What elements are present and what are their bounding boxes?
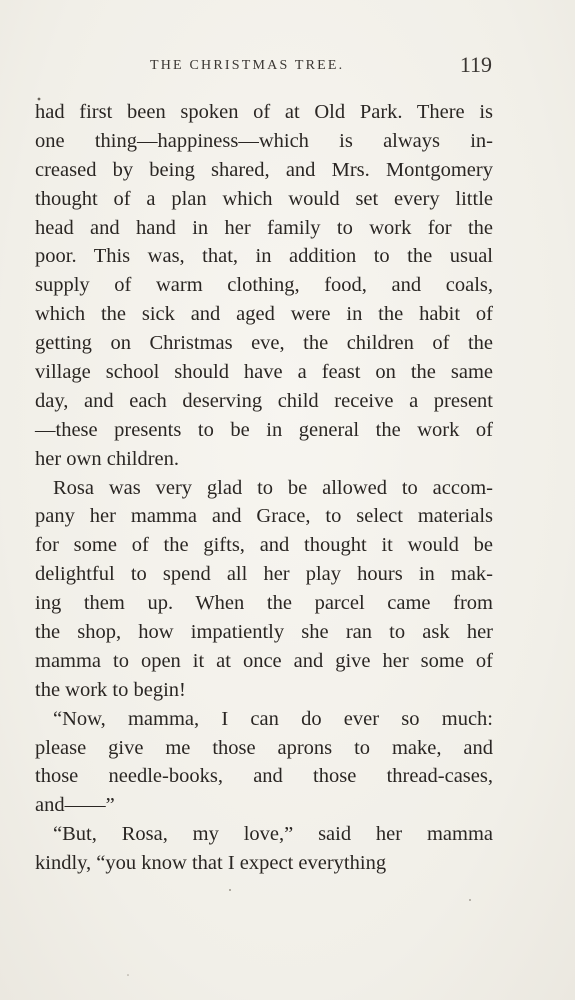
text-line: “Now, mamma, I can do ever so much: xyxy=(53,707,493,730)
text-line: poor. This was, that, in addition to the usual xyxy=(35,245,493,268)
text-line: thought of a plan which would set every little xyxy=(35,187,493,210)
text-line: had first been spoken of at Old Park. There is xyxy=(35,101,493,123)
running-title: THE CHRISTMAS TREE. xyxy=(150,58,345,73)
text-line: and——” xyxy=(35,794,115,817)
text-line: please give me those aprons to make, and xyxy=(35,736,493,759)
text-line: the work to begin! xyxy=(35,678,186,701)
text-line: kindly, “you know that I expect everything xyxy=(35,852,387,875)
text-line: which the sick and aged were in the habit of xyxy=(35,303,493,326)
text-line: day, and each deserving child receive a present xyxy=(35,389,493,412)
running-head xyxy=(36,52,492,82)
text-line: Rosa was very glad to be allowed to accom- xyxy=(53,476,493,499)
paragraph xyxy=(35,705,493,821)
text-line: mamma to open it at once and give her some of xyxy=(35,649,493,672)
paragraph xyxy=(35,820,493,878)
body-text xyxy=(35,98,493,878)
text-line: her own children. xyxy=(35,447,180,470)
text-line: the shop, how impatiently she ran to ask her xyxy=(35,621,493,644)
ink-speck xyxy=(469,899,471,901)
text-line: “But, Rosa, my love,” said her mamma xyxy=(53,823,493,846)
ink-speck xyxy=(229,889,231,891)
page-number: 119 xyxy=(459,52,492,77)
text-line: head and hand in her family to work for the xyxy=(35,216,493,239)
text-line: supply of warm clothing, food, and coals, xyxy=(35,274,493,297)
text-line: those needle-books, and those thread-cases, xyxy=(35,765,493,788)
text-line: one thing—happiness—which is always in- xyxy=(35,129,493,152)
text-line: village school should have a feast on the same xyxy=(35,361,493,384)
paragraph xyxy=(35,474,493,705)
text-line: ing them up. When the parcel came from xyxy=(35,592,493,615)
text-line: creased by being shared, and Mrs. Montgomery xyxy=(35,158,493,181)
text-line: delightful to spend all her play hours in mak- xyxy=(35,563,493,586)
text-line: —these presents to be in general the work of xyxy=(35,418,493,441)
text-line: getting on Christmas eve, the children of the xyxy=(35,332,493,355)
text-line: for some of the gifts, and thought it would be xyxy=(35,534,493,557)
paragraph xyxy=(35,98,493,474)
text-line: pany her mamma and Grace, to select materials xyxy=(35,505,493,528)
ink-speck xyxy=(127,974,129,976)
